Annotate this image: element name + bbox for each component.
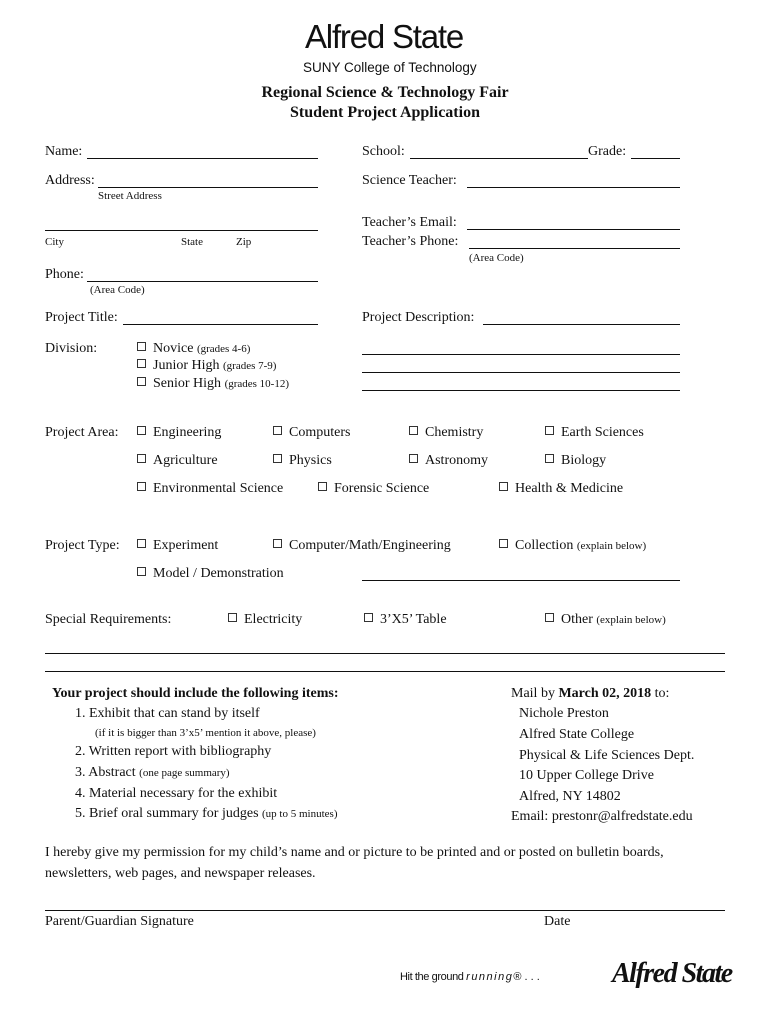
teacher-area-code-caption: (Area Code) xyxy=(469,252,524,264)
state-caption: State xyxy=(181,236,203,248)
teacher-phone-label: Teacher’s Phone: xyxy=(362,234,459,249)
area-chemistry[interactable] xyxy=(409,425,483,441)
address-label: Address: xyxy=(45,173,95,188)
science-teacher-label: Science Teacher: xyxy=(362,173,457,188)
type-collection-label: Collection xyxy=(515,538,574,553)
teacher-email-label: Teacher’s Email: xyxy=(362,215,457,230)
street-address-caption: Street Address xyxy=(98,190,162,202)
checkbox-icon[interactable] xyxy=(137,482,146,491)
area-health-label: Health & Medicine xyxy=(515,481,624,496)
division-junior-note: (grades 7-9) xyxy=(223,360,277,372)
area-biology-label: Biology xyxy=(561,453,607,468)
type-collection-note: (explain below) xyxy=(576,540,647,552)
mail-line: Physical & Life Sciences Dept. xyxy=(519,748,695,763)
list-item xyxy=(75,786,277,802)
checkbox-icon[interactable] xyxy=(273,426,282,435)
list-item xyxy=(75,706,260,722)
area-agriculture-label: Agriculture xyxy=(153,453,218,468)
division-senior-label: Senior High xyxy=(153,376,222,391)
checkbox-icon[interactable] xyxy=(137,359,146,368)
area-computers-label: Computers xyxy=(289,425,351,440)
list-item-note: (one page summary) xyxy=(139,767,230,779)
area-computers[interactable] xyxy=(273,425,350,441)
area-physics[interactable] xyxy=(273,453,332,469)
area-forensic-science[interactable] xyxy=(318,481,429,497)
list-item xyxy=(75,806,337,822)
division-senior-high[interactable] xyxy=(137,376,289,392)
grade-label: Grade: xyxy=(588,144,627,159)
slogan-part-1: Hit the ground xyxy=(400,971,467,983)
signature-field[interactable] xyxy=(45,910,725,911)
project-title-label: Project Title: xyxy=(45,310,118,325)
area-biology[interactable] xyxy=(545,453,606,469)
phone-label: Phone: xyxy=(45,267,84,282)
collection-explain-field[interactable] xyxy=(362,580,680,581)
area-astronomy[interactable] xyxy=(409,453,488,469)
mail-email[interactable]: Email: prestonr@alfredstate.edu xyxy=(511,809,693,824)
area-forensic-label: Forensic Science xyxy=(334,481,430,496)
list-item-number: 5. xyxy=(75,806,86,821)
checkbox-icon[interactable] xyxy=(137,426,146,435)
list-item-text: Exhibit that can stand by itself xyxy=(89,706,260,721)
area-earth-sciences-label: Earth Sciences xyxy=(561,425,644,440)
teacher-email-field[interactable] xyxy=(467,229,680,230)
type-computer-label: Computer/Math/Engineering xyxy=(289,538,451,553)
division-label: Division: xyxy=(45,341,98,356)
grade-field[interactable] xyxy=(631,158,680,159)
science-teacher-field[interactable] xyxy=(467,187,680,188)
list-item-text: Brief oral summary for judges xyxy=(89,806,259,821)
area-chemistry-label: Chemistry xyxy=(425,425,484,440)
mail-line: Nichole Preston xyxy=(519,706,609,721)
city-caption: City xyxy=(45,236,64,248)
checkbox-icon[interactable] xyxy=(545,454,554,463)
project-area-label: Project Area: xyxy=(45,425,119,440)
checkbox-icon[interactable] xyxy=(364,613,373,622)
school-field[interactable] xyxy=(410,158,588,159)
area-engineering-label: Engineering xyxy=(153,425,222,440)
checkbox-icon[interactable] xyxy=(318,482,327,491)
list-item-number: 1. xyxy=(75,706,86,721)
checkbox-icon[interactable] xyxy=(228,613,237,622)
permission-text-line-2: newsletters, web pages, and newspaper releases. xyxy=(45,866,316,881)
mail-line: Alfred, NY 14802 xyxy=(519,789,621,804)
alfred-state-signature-logo: Alfred State xyxy=(612,958,732,989)
division-junior-high[interactable] xyxy=(137,358,276,374)
logo-subtitle: SUNY College of Technology xyxy=(303,60,477,75)
checkbox-icon[interactable] xyxy=(499,539,508,548)
project-description-line-3[interactable] xyxy=(362,372,680,373)
teacher-phone-field[interactable] xyxy=(469,248,680,249)
checkbox-icon[interactable] xyxy=(545,426,554,435)
special-other-label: Other xyxy=(561,612,593,627)
special-requirements-label: Special Requirements: xyxy=(45,612,172,627)
special-explain-line-2[interactable] xyxy=(45,671,725,672)
area-environmental-science[interactable] xyxy=(137,481,283,497)
list-item-text: Material necessary for the exhibit xyxy=(89,786,278,801)
area-astronomy-label: Astronomy xyxy=(425,453,488,468)
area-engineering[interactable] xyxy=(137,425,221,441)
list-item-number: 4. xyxy=(75,786,86,801)
division-senior-note: (grades 10-12) xyxy=(224,378,290,390)
list-item-text: Written report with bibliography xyxy=(88,744,272,759)
mail-line: 10 Upper College Drive xyxy=(519,768,654,783)
area-environmental-label: Environmental Science xyxy=(153,481,284,496)
project-description-line-2[interactable] xyxy=(362,354,680,355)
list-item-text: Abstract xyxy=(88,765,136,780)
type-model-demonstration[interactable] xyxy=(137,566,284,582)
list-item-note: (up to 5 minutes) xyxy=(262,808,338,820)
school-label: School: xyxy=(362,144,405,159)
list-item-number: 2. xyxy=(75,744,86,759)
list-item xyxy=(75,744,271,760)
checkbox-icon[interactable] xyxy=(409,454,418,463)
checkbox-icon[interactable] xyxy=(273,539,282,548)
mail-deadline xyxy=(511,686,669,702)
list-item-number: 3. xyxy=(75,765,86,780)
type-computer-math-engineering[interactable] xyxy=(273,538,451,554)
checkbox-icon[interactable] xyxy=(137,539,146,548)
slogan-running: running xyxy=(466,971,514,983)
area-health-medicine[interactable] xyxy=(499,481,623,497)
mail-date: March 02, 2018 xyxy=(558,686,652,701)
mail-suffix: to: xyxy=(651,686,670,701)
footer-slogan xyxy=(400,971,540,983)
area-agriculture[interactable] xyxy=(137,453,218,469)
division-novice-label: Novice xyxy=(153,341,194,356)
checkbox-icon[interactable] xyxy=(137,454,146,463)
type-experiment[interactable] xyxy=(137,538,218,554)
project-type-label: Project Type: xyxy=(45,538,120,553)
division-novice[interactable] xyxy=(137,341,250,357)
date-label: Date xyxy=(544,914,571,929)
special-table[interactable] xyxy=(364,612,447,628)
type-experiment-label: Experiment xyxy=(153,538,219,553)
mail-line: Alfred State College xyxy=(519,727,635,742)
special-table-label: 3’X5’ Table xyxy=(380,612,447,627)
phone-field[interactable] xyxy=(87,281,318,282)
project-description-field[interactable] xyxy=(483,324,680,325)
special-other-note: (explain below) xyxy=(596,614,666,626)
slogan-part-3: ® . . . xyxy=(513,971,540,983)
area-physics-label: Physics xyxy=(289,453,332,468)
type-model-label: Model / Demonstration xyxy=(153,566,284,581)
project-description-line-4[interactable] xyxy=(362,390,680,391)
name-field[interactable] xyxy=(87,158,318,159)
special-electricity-label: Electricity xyxy=(244,612,303,627)
checkbox-icon[interactable] xyxy=(545,613,554,622)
project-description-label: Project Description: xyxy=(362,310,475,325)
phone-area-code-caption: (Area Code) xyxy=(90,284,145,296)
permission-text-line-1: I hereby give my permission for my child’s name and or picture to be printed and or posted on bulletin boards, xyxy=(45,845,664,860)
special-electricity[interactable] xyxy=(228,612,302,628)
project-title-field[interactable] xyxy=(123,324,318,325)
special-other[interactable] xyxy=(545,612,666,628)
parent-signature-label: Parent/Guardian Signature xyxy=(45,914,194,929)
items-heading: Your project should include the following items: xyxy=(52,686,339,701)
city-state-zip-field[interactable] xyxy=(45,230,318,231)
type-collection[interactable] xyxy=(499,538,646,554)
mail-prefix: Mail by xyxy=(511,686,559,701)
zip-caption: Zip xyxy=(236,236,252,248)
checkbox-icon[interactable] xyxy=(499,482,508,491)
list-item xyxy=(75,765,230,781)
checkbox-icon[interactable] xyxy=(273,454,282,463)
area-earth-sciences[interactable] xyxy=(545,425,644,441)
division-junior-label: Junior High xyxy=(153,358,220,373)
checkbox-icon[interactable] xyxy=(137,342,146,351)
form-title: Regional Science & Technology Fair xyxy=(261,84,509,101)
logo-name: Alfred State xyxy=(305,18,464,55)
checkbox-icon[interactable] xyxy=(409,426,418,435)
special-explain-line-1[interactable] xyxy=(45,653,725,654)
checkbox-icon[interactable] xyxy=(137,377,146,386)
form-subtitle: Student Project Application xyxy=(290,104,480,121)
checkbox-icon[interactable] xyxy=(137,567,146,576)
division-novice-note: (grades 4-6) xyxy=(196,343,251,355)
name-label: Name: xyxy=(45,144,83,159)
address-field[interactable] xyxy=(98,187,318,188)
list-item-note: (if it is bigger than 3’x5’ mention it above, please) xyxy=(95,727,316,739)
